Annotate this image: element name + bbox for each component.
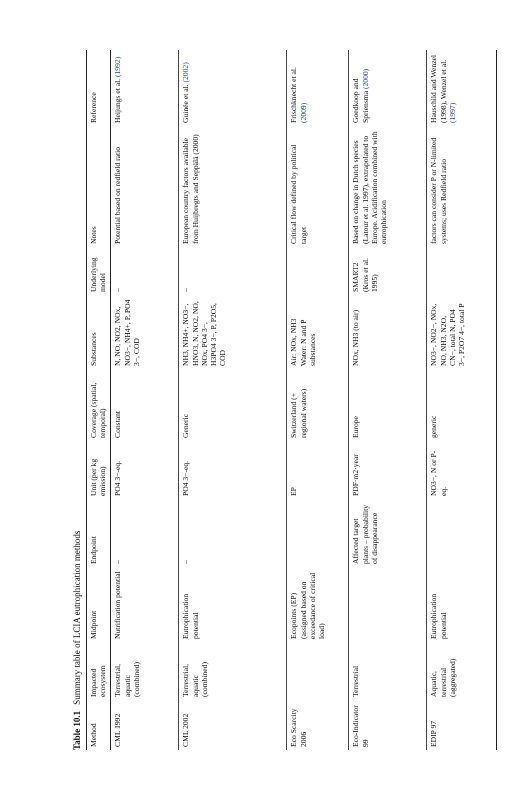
cell-substances: N, NO, NO2, NOx, NO3−, NH4+, P, PO4 3−, COD [113,299,141,366]
header-coverage: Coverage (spatial, temporal) [89,382,108,438]
cell-reference: Frischknecht et al. (2009) [289,67,308,123]
cell-model [287,247,349,295]
cell-endpoint: – [113,560,123,564]
cell-ecosystem: Terrestrial, aquatic (combined) [113,661,141,697]
cell-notes: factors can consider P or N-limited systems; uses Redfield ratio [429,137,448,244]
table-row [111,50,179,750]
rotated-table-page [68,50,508,750]
header-notes: Notes [89,226,98,244]
header-unit: Unit (per kg emission) [89,458,108,496]
table-row [287,50,349,750]
cell-method: Eco Scarcity 2006 [289,708,308,747]
cell-coverage: Generic [181,413,191,438]
cell-midpoint: Eutrophication potential [181,593,200,639]
cell-reference: Goedkoop and Spriensma (2000) [351,68,370,123]
cell-endpoint: Affected target plants – probability of disappearance [351,504,379,564]
cell-substances: NOx, NH3 (to air) [351,309,361,366]
cell-endpoint: – [181,560,191,564]
table-row [427,50,497,750]
lcia-methods-table [86,50,497,750]
cell-ecosystem: Aquatic, terrestrial (aggregated) [429,658,457,697]
cell-coverage: Europe [351,416,361,438]
cell-midpoint: Nutrification potential [113,571,123,639]
reference-link[interactable]: (2009) [298,102,308,123]
table-caption [68,531,86,750]
cell-notes: European country factors available from Huijbregts and Seppälä (2000) [181,134,200,244]
cell-endpoint [427,499,497,567]
cell-reference: Heijungs et al. (1992) [113,56,123,123]
cell-method: CML 2002 [181,713,191,747]
cell-ecosystem [287,642,349,700]
cell-midpoint: Ecopoints (EP) (assigned based on exceedance of critical load) [289,572,327,639]
reference-link[interactable]: (1997) [447,102,457,123]
reference-link[interactable]: (1992) [113,56,123,78]
cell-unit: PDF·m2·year [351,454,361,496]
cell-coverage: generic [429,415,439,438]
header-midpoint: Midpoint [89,610,98,639]
cell-method: Eco-Indicator 99 [351,705,370,747]
reference-link[interactable]: (2002) [181,62,191,83]
reference-link[interactable]: (2000) [360,68,370,90]
cell-method: EDIP 97 [429,720,439,747]
table-row [179,50,287,750]
cell-endpoint [287,499,349,567]
cell-model [427,247,497,295]
cell-substances: Air: NOx, NH3 Water: N and P substances [289,318,317,366]
cell-unit: NO3−, N or P-eq. [429,450,448,496]
cell-reference: Hauschild and Wenzel (1998), Wenzel et al. (1997) [429,55,457,123]
table-row [349,50,427,750]
table-header-row [87,50,111,750]
cell-ecosystem: Terrestrial [351,665,361,697]
cell-substances: NO3−, NO2−, NOx, NO, NH3, N2O, CN−, total N, PO4 3−, P2O7 4−, total P [429,303,467,366]
cell-notes: Critical flow defined by political target [289,144,308,244]
header-method: Method [89,723,98,747]
header-model: Underlying model [89,257,108,292]
header-substances: Substances [89,332,98,366]
caption-text: Summary table of LCIA eutrophication methods [72,530,82,705]
cell-coverage: Constant [113,410,123,438]
cell-model: SMART2 (Kros et al. 1995) [351,258,379,292]
cell-model: – [181,288,191,292]
cell-ecosystem: Terrestrial, aquatic (combined) [181,661,209,697]
cell-notes: Potential based on redfield ratio [113,146,123,244]
cell-notes: Based on change in Dutch species (Latour et al. 1997), extrapolated to Europe. Acidification combined with eutrophication [351,131,389,244]
caption-label: Table 10.1 [72,710,82,750]
cell-unit: EP [289,487,299,496]
cell-unit: PO4 3−-eq. [113,460,123,496]
cell-midpoint [349,567,427,642]
header-reference: Reference [89,92,98,123]
cell-unit: PO4 3−-eq. [181,460,191,496]
cell-coverage: Switzerland (+ regional waters) [289,388,308,438]
cell-midpoint: Eutrophication potential [429,593,448,639]
cell-method: CML 1992 [113,713,123,747]
header-ecosystem: Impacted ecosystem [89,665,108,697]
cell-substances: NH3, NH4+, NO3−, HNO3, N, NO2, NO, NOx, PO4 3−, H3PO4 3−, P, P2O5, COD [181,301,228,366]
cell-model: – [113,288,123,292]
header-endpoint: Endpoint [89,536,98,564]
cell-reference: Guinée et al. (2002) [181,62,191,123]
